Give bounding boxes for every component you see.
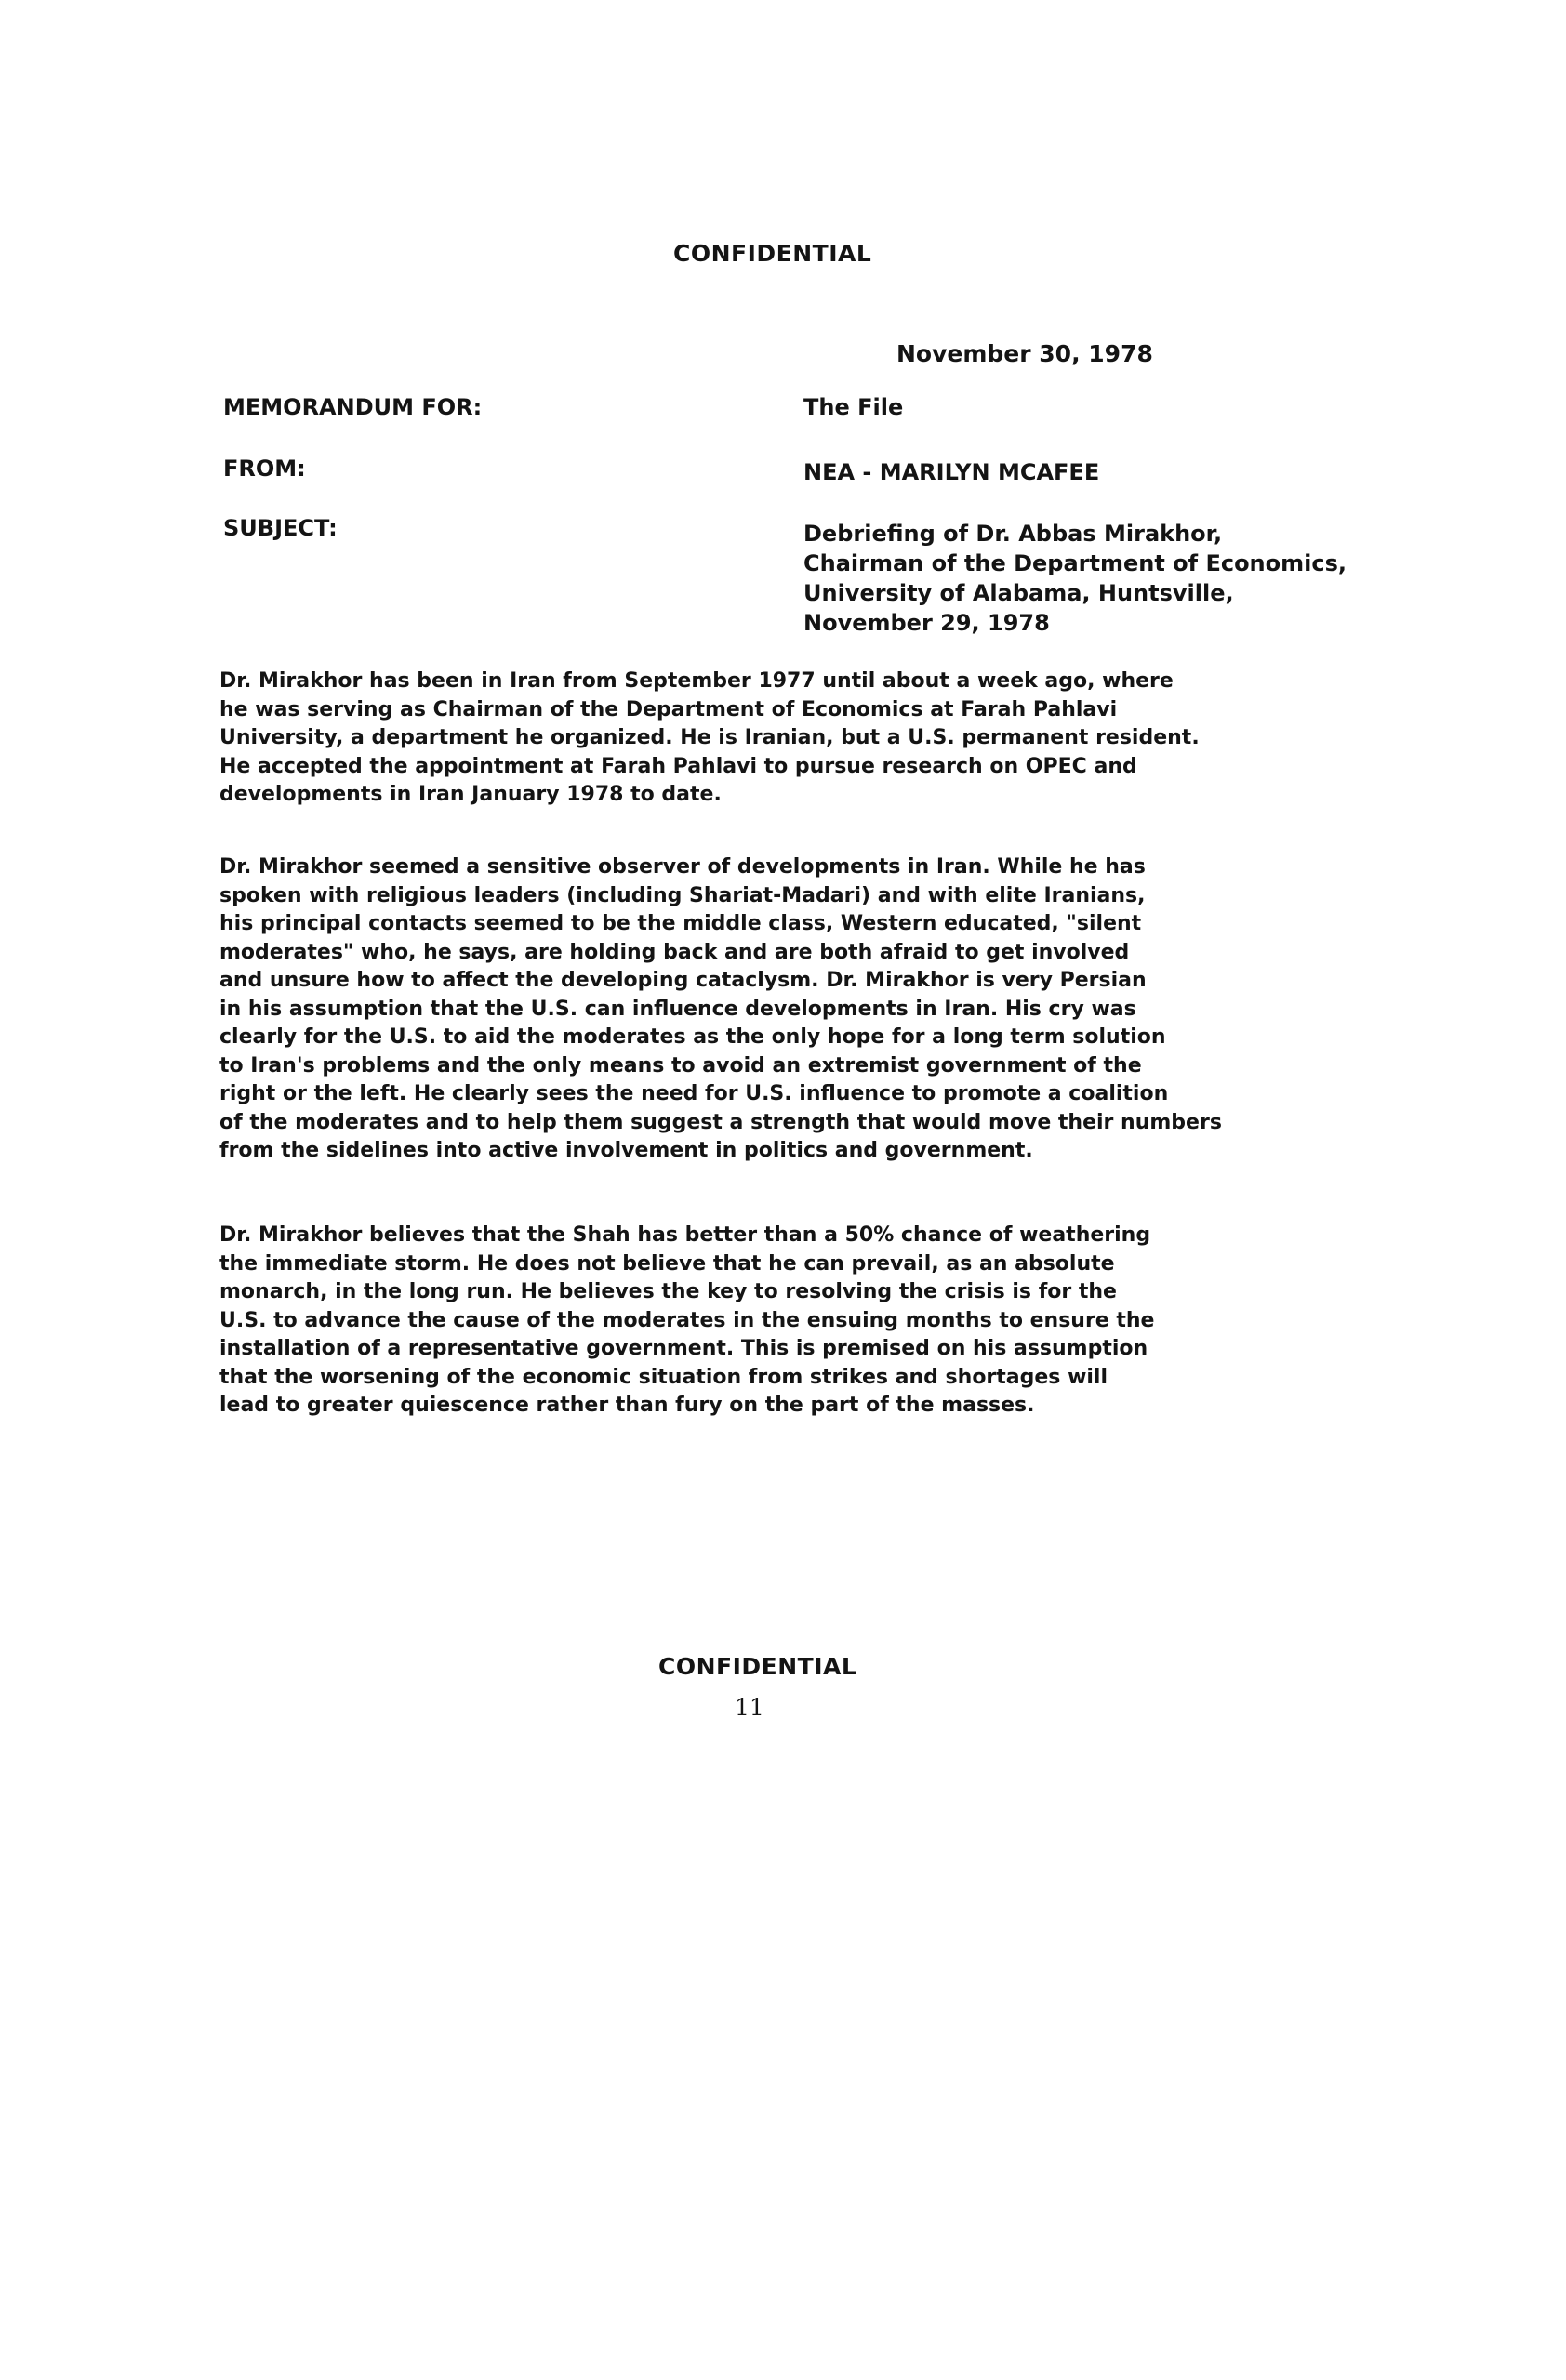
text-line: He accepted the appointment at Farah Pahlavi to pursue research on OPEC and: [219, 754, 1137, 778]
subject-line: University of Alabama, Huntsville,: [803, 580, 1234, 606]
text-line: to Iran's problems and the only means to avoid an extremist government of the: [219, 1053, 1142, 1078]
text-line: University, a department he organized. He is Iranian, but a U.S. permanent resident.: [219, 726, 1200, 749]
classification-marking-bottom: CONFIDENTIAL: [658, 1653, 857, 1680]
body-paragraph-2: [219, 853, 1317, 1166]
memorandum-for-label: MEMORANDUM FOR:: [223, 394, 483, 420]
text-line: spoken with religious leaders (including Shariat-Madari) and with elite Iranians,: [219, 883, 1146, 907]
subject-value: [803, 519, 1347, 638]
text-line: his principal contacts seemed to be the middle class, Western educated, "silent: [219, 912, 1142, 935]
text-line: U.S. to advance the cause of the moderates in the ensuing months to ensure the: [219, 1308, 1155, 1332]
text-line: lead to greater quiescence rather than fury on the part of the masses.: [219, 1394, 1035, 1417]
subject-line: November 29, 1978: [803, 610, 1050, 636]
body-paragraph-3: [219, 1222, 1317, 1421]
text-line: the immediate storm. He does not believe that he can prevail, as an absolute: [219, 1251, 1115, 1276]
text-line: clearly for the U.S. to aid the moderates as the only hope for a long term solution: [219, 1025, 1166, 1049]
text-line: Dr. Mirakhor has been in Iran from September 1977 until about a week ago, where: [219, 669, 1174, 693]
text-line: developments in Iran January 1978 to date.: [219, 783, 722, 806]
text-line: from the sidelines into active involvement in politics and government.: [219, 1139, 1033, 1162]
classification-marking-top: CONFIDENTIAL: [673, 240, 872, 267]
subject-label: SUBJECT:: [223, 515, 338, 541]
text-line: he was serving as Chairman of the Department of Economics at Farah Pahlavi: [219, 697, 1118, 721]
text-line: Dr. Mirakhor believes that the Shah has better than a 50% chance of weathering: [219, 1223, 1151, 1247]
subject-line: Debriefing of Dr. Abbas Mirakhor,: [803, 521, 1223, 547]
from-value: NEA - MARILYN MCAFEE: [803, 459, 1100, 485]
memo-date: November 30, 1978: [896, 340, 1153, 367]
text-line: installation of a representative government. This is premised on his assumption: [219, 1337, 1148, 1360]
body-paragraph-1: [219, 668, 1317, 810]
text-line: of the moderates and to help them suggest a strength that would move their numbers: [219, 1110, 1222, 1134]
memorandum-for-value: The File: [803, 394, 904, 420]
text-line: in his assumption that the U.S. can influence developments in Iran. His cry was: [219, 997, 1136, 1021]
text-line: Dr. Mirakhor seemed a sensitive observer of developments in Iran. While he has: [219, 855, 1146, 879]
text-line: moderates" who, he says, are holding back and are both afraid to get involved: [219, 940, 1130, 964]
text-line: that the worsening of the economic situation from strikes and shortages will: [219, 1365, 1108, 1389]
from-label: FROM:: [223, 456, 306, 482]
text-line: right or the left. He clearly sees the need for U.S. influence to promote a coalition: [219, 1082, 1169, 1105]
text-line: monarch, in the long run. He believes the key to resolving the crisis is for the: [219, 1280, 1117, 1303]
page-number: 11: [735, 1694, 764, 1721]
subject-line: Chairman of the Department of Economics,: [803, 550, 1347, 576]
text-line: and unsure how to affect the developing cataclysm. Dr. Mirakhor is very Persian: [219, 969, 1147, 992]
